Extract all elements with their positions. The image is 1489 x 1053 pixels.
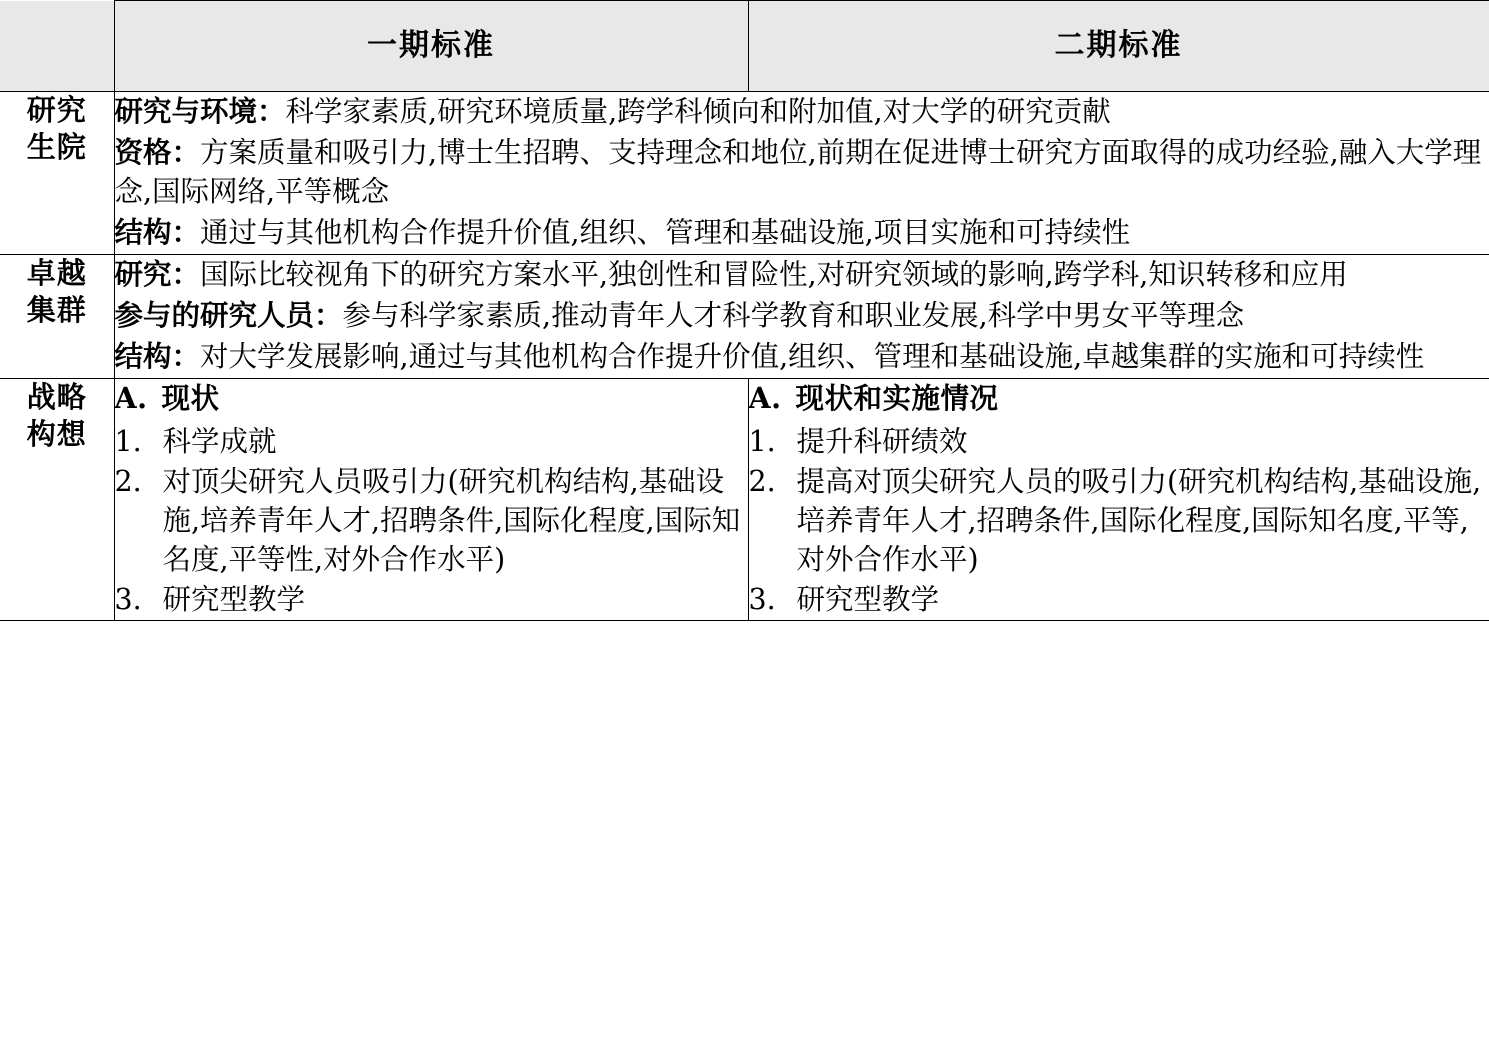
list-item-number: 3. [748,583,776,617]
row-label-line-1: 战略 [26,380,87,415]
list-item-text: 科学成就 [162,425,277,459]
row-label-strategy-concept [0,379,114,621]
row-label-line-2: 生院 [26,130,87,165]
paragraph-text: 国际比较视角下的研究方案水平,独创性和冒险性,对研究领域的影响,跨学科,知识转移和应用 [200,258,1348,292]
paragraph-text: 通过与其他机构合作提升价值,组织、管理和基础设施,项目实施和可持续性 [200,216,1131,250]
list-heading-phase1 [115,379,748,418]
list-phase1 [115,422,748,619]
list-item-text: 提升科研绩效 [796,425,968,459]
list-item-number: 1. [748,425,776,459]
paragraph-text: 科学家素质,研究环境质量,跨学科倾向和附加值,对大学的研究贡献 [285,95,1111,128]
paragraph-text: 参与科学家素质,推动青年人才科学教育和职业发展,科学中男女平等理念 [342,299,1245,333]
paragraph-title: 研究： [114,257,201,292]
list-heading-text: 现状和实施情况 [795,381,999,416]
table-row [0,379,1489,621]
list-item [749,580,1489,619]
paragraph-text: 方案质量和吸引力,博士生招聘、支持理念和地位,前期在促进博士研究方面取得的成功经验,融入大学理念,国际网络,平等概念 [114,136,1482,209]
paragraph-structure [115,337,1489,376]
list-item-text: 对顶尖研究人员吸引力(研究机构结构,基础设施,培养青年人才,招聘条件,国际化程度,国际知名度,平等性,对外合作水平) [162,465,741,577]
cell-excellence-cluster-content [114,255,1489,379]
list-item-text: 研究型教学 [162,583,306,617]
paragraph-title: 参与的研究人员： [114,298,343,333]
list-item [115,462,748,579]
paragraph-research [115,255,1489,294]
list-item-text: 研究型教学 [796,583,940,617]
list-item-number: 3. [114,583,142,617]
list-heading-letter: A. [114,381,148,416]
table-header-row [0,1,1489,92]
paragraph-title: 结构： [114,339,201,374]
row-label-graduate-school [0,92,114,255]
list-item [749,462,1489,579]
list-heading-letter: A. [748,381,782,416]
list-phase2 [749,422,1489,619]
paragraph-qualification [115,133,1489,211]
list-item-number: 1. [114,425,142,459]
list-item-number: 2. [114,465,142,499]
header-phase1: 一期标准 [114,1,748,92]
list-item [115,580,748,619]
row-label-line-2: 构想 [26,417,87,452]
list-heading-text: 现状 [161,381,220,416]
paragraph-text: 对大学发展影响,通过与其他机构合作提升价值,组织、管理和基础设施,卓越集群的实施和可持续性 [200,340,1425,374]
header-phase2: 二期标准 [748,1,1489,92]
list-item-text: 提高对顶尖研究人员的吸引力(研究机构结构,基础设施,培养青年人才,招聘条件,国际化程度,国际知名度,平等,对外合作水平) [796,465,1482,577]
list-item-number: 2. [748,465,776,499]
paragraph-research-environment [115,92,1489,131]
row-label-excellence-cluster [0,255,114,379]
list-item [749,422,1489,461]
row-label-line-1: 卓越 [26,256,87,291]
list-heading-phase2 [749,379,1489,418]
paragraph-title: 研究与环境： [114,94,286,128]
list-item [115,422,748,461]
paragraph-participating-researchers [115,296,1489,335]
row-label-line-2: 集群 [26,293,87,328]
table-row [0,92,1489,255]
header-corner-cell [0,1,114,92]
cell-strategy-phase2 [748,379,1489,621]
paragraph-title: 资格： [114,135,201,170]
row-label-line-1: 研究 [26,93,87,127]
paragraph-structure [115,213,1489,252]
table-row [0,255,1489,379]
paragraph-title: 结构： [114,215,201,250]
cell-graduate-school-content [114,92,1489,255]
cell-strategy-phase1 [114,379,748,621]
